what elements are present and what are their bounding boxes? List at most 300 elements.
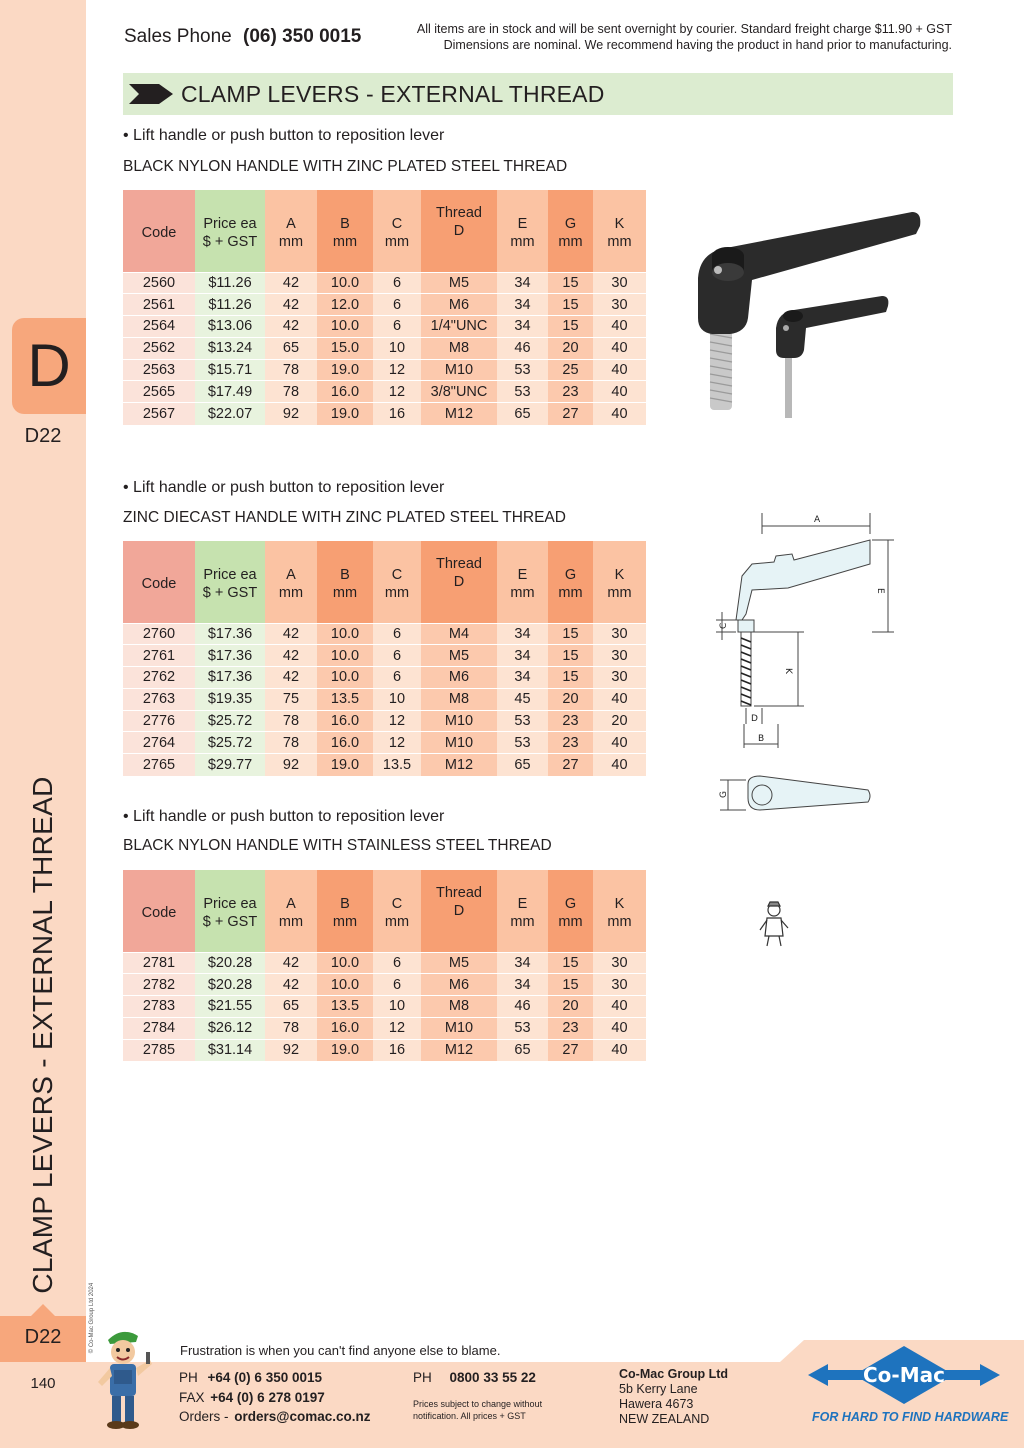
table-header-cell	[421, 870, 497, 952]
col-header-a: A	[286, 215, 296, 232]
col-header-c: C	[391, 895, 403, 912]
col-header-unit: mm	[332, 584, 358, 601]
table-cell-g: 15	[548, 974, 593, 996]
table-cell-price: $19.35	[195, 688, 265, 710]
fax-number[interactable]: +64 (0) 6 278 0197	[210, 1389, 325, 1405]
table-header-cell	[317, 190, 373, 272]
col-header-unit: mm	[332, 913, 358, 930]
table-cell-a: 65	[265, 337, 317, 359]
table-cell-a: 42	[265, 645, 317, 667]
table-cell-e: 34	[497, 974, 548, 996]
tagline: FOR HARD TO FIND HARDWARE	[812, 1410, 1009, 1424]
table-cell-price: $22.07	[195, 403, 265, 425]
col-header-unit: mm	[607, 913, 632, 930]
table-cell-k: 30	[593, 952, 646, 974]
col-header-unit: mm	[278, 233, 304, 250]
table-cell-price: $17.36	[195, 645, 265, 667]
table-cell-a: 42	[265, 952, 317, 974]
table-cell-k: 30	[593, 645, 646, 667]
table-cell-k: 40	[593, 337, 646, 359]
footer-address	[619, 1367, 728, 1427]
table-cell-d: M10	[421, 710, 497, 732]
header-note	[417, 21, 952, 53]
table-cell-code: 2762	[123, 667, 195, 689]
table-row	[123, 381, 646, 403]
table-header-cell	[548, 541, 593, 623]
table-cell-code: 2765	[123, 754, 195, 776]
section2-bullet: • Lift handle or push button to reposition lever	[123, 479, 445, 496]
footer-phone-line	[179, 1368, 371, 1388]
mascot-icon	[92, 1326, 158, 1430]
table-cell-g: 20	[548, 996, 593, 1018]
table-header-cell	[373, 870, 421, 952]
table-cell-code: 2567	[123, 403, 195, 425]
table-cell-e: 65	[497, 754, 548, 776]
table-cell-b: 10.0	[317, 272, 373, 294]
table-cell-k: 40	[593, 359, 646, 381]
table-cell-k: 20	[593, 710, 646, 732]
section3-bullet: • Lift handle or push button to reposition lever	[123, 808, 445, 825]
table-cell-code: 2785	[123, 1039, 195, 1061]
table-cell-d: M5	[421, 272, 497, 294]
table-header-cell	[195, 541, 265, 623]
col-header-unit: mm	[510, 584, 535, 601]
sales-phone	[124, 26, 361, 48]
fax-label: FAX	[179, 1389, 205, 1405]
col-header-price-unit: $ + GST	[202, 233, 258, 250]
table-cell-d: M6	[421, 667, 497, 689]
col-header-unit: mm	[510, 233, 535, 250]
section1-table	[123, 190, 646, 425]
table-cell-d: 1/4"UNC	[421, 316, 497, 338]
table-cell-k: 40	[593, 403, 646, 425]
col-header-k: K	[614, 895, 625, 912]
table-row	[123, 732, 646, 754]
col-header-b: B	[340, 566, 350, 583]
table-cell-d: M8	[421, 688, 497, 710]
table-cell-price: $15.71	[195, 359, 265, 381]
orders-label: Orders -	[179, 1409, 229, 1424]
copyright-notice: © Co-Mac Group Ltd 2024	[89, 1282, 95, 1354]
table-cell-d: M12	[421, 403, 497, 425]
table-cell-g: 27	[548, 1039, 593, 1061]
table-cell-c: 10	[373, 996, 421, 1018]
col-header-thread: Thread	[436, 556, 482, 572]
table-cell-e: 65	[497, 403, 548, 425]
table-cell-d: M10	[421, 1017, 497, 1039]
arrow-icon	[129, 84, 173, 104]
col-header-price: Price ea	[203, 215, 257, 232]
table-header-cell	[497, 870, 548, 952]
col-header-b: B	[340, 895, 350, 912]
table-cell-k: 30	[593, 294, 646, 316]
col-header-g: G	[564, 895, 577, 912]
col-header-unit: mm	[384, 913, 410, 930]
table-cell-code: 2561	[123, 294, 195, 316]
footer-orders-line	[179, 1407, 371, 1427]
table-cell-b: 10.0	[317, 316, 373, 338]
table-cell-a: 78	[265, 1017, 317, 1039]
table-cell-c: 10	[373, 337, 421, 359]
table-cell-d: M6	[421, 294, 497, 316]
table-cell-g: 15	[548, 667, 593, 689]
table-cell-e: 34	[497, 667, 548, 689]
table-cell-e: 34	[497, 645, 548, 667]
table-cell-code: 2776	[123, 710, 195, 732]
table-header-row	[123, 541, 646, 623]
table-cell-a: 78	[265, 359, 317, 381]
table-cell-a: 42	[265, 316, 317, 338]
table-cell-price: $26.12	[195, 1017, 265, 1039]
table-cell-code: 2563	[123, 359, 195, 381]
table-row	[123, 667, 646, 689]
table-cell-b: 15.0	[317, 337, 373, 359]
col-header-k: K	[614, 215, 625, 232]
table-cell-price: $21.55	[195, 996, 265, 1018]
footer-disclaimer	[413, 1399, 542, 1422]
table-cell-a: 92	[265, 754, 317, 776]
table-cell-g: 27	[548, 754, 593, 776]
dimension-diagram	[712, 508, 902, 818]
table-cell-b: 19.0	[317, 359, 373, 381]
table-cell-d: M5	[421, 645, 497, 667]
bottom-tab-notch	[31, 1304, 55, 1316]
col-header-a: A	[286, 566, 296, 583]
section3-table	[123, 870, 646, 1061]
table-cell-k: 30	[593, 272, 646, 294]
table-cell-b: 13.5	[317, 996, 373, 1018]
table-cell-k: 30	[593, 623, 646, 645]
table-cell-b: 12.0	[317, 294, 373, 316]
mascot-sketch-icon	[757, 900, 791, 950]
company-name: Co-Mac Group Ltd	[619, 1367, 729, 1381]
table-header-cell	[593, 541, 646, 623]
table-cell-c: 12	[373, 1017, 421, 1039]
table-row	[123, 337, 646, 359]
table-header-cell	[497, 541, 548, 623]
table-cell-g: 25	[548, 359, 593, 381]
table-cell-a: 92	[265, 403, 317, 425]
table-cell-k: 30	[593, 974, 646, 996]
col-header-e: E	[517, 895, 528, 912]
table-cell-c: 6	[373, 952, 421, 974]
diagram-label-k: K	[783, 668, 793, 674]
table-header-cell	[195, 870, 265, 952]
ph2-number[interactable]: 0800 33 55 22	[449, 1370, 536, 1385]
col-header-code: Code	[141, 904, 177, 921]
table-cell-a: 75	[265, 688, 317, 710]
table-cell-code: 2783	[123, 996, 195, 1018]
col-header-unit: mm	[607, 233, 632, 250]
col-header-g: G	[564, 215, 577, 232]
table-cell-e: 46	[497, 996, 548, 1018]
section3-subtitle: BLACK NYLON HANDLE WITH STAINLESS STEEL THREAD	[123, 837, 552, 854]
table-cell-e: 53	[497, 1017, 548, 1039]
diagram-label-b: B	[758, 734, 765, 744]
header-note-line2: Dimensions are nominal. We recommend having the product in hand prior to manufacturing.	[443, 38, 952, 52]
table-cell-b: 16.0	[317, 1017, 373, 1039]
table-cell-b: 16.0	[317, 381, 373, 403]
table-cell-price: $25.72	[195, 732, 265, 754]
diagram-label-g: G	[719, 791, 729, 798]
disclaimer-line1: Prices subject to change without	[413, 1399, 543, 1409]
table-cell-g: 15	[548, 623, 593, 645]
table-cell-c: 6	[373, 645, 421, 667]
table-cell-g: 15	[548, 294, 593, 316]
table-cell-e: 34	[497, 294, 548, 316]
table-cell-c: 13.5	[373, 754, 421, 776]
col-header-code: Code	[141, 575, 177, 592]
footer-contact	[179, 1368, 371, 1427]
table-cell-d: M10	[421, 732, 497, 754]
section-code-top: D22	[24, 425, 62, 447]
table-header-cell	[373, 541, 421, 623]
table-header-row	[123, 190, 646, 272]
table-cell-b: 16.0	[317, 710, 373, 732]
table-cell-a: 92	[265, 1039, 317, 1061]
table-cell-c: 12	[373, 381, 421, 403]
col-header-unit: mm	[384, 233, 410, 250]
table-header-cell	[421, 190, 497, 272]
sidebar-vertical-title: CLAMP LEVERS - EXTERNAL THREAD	[27, 776, 58, 1294]
table-cell-price: $29.77	[195, 754, 265, 776]
col-header-e: E	[517, 566, 528, 583]
table-cell-d: M4	[421, 623, 497, 645]
col-header-price-unit: $ + GST	[202, 913, 258, 930]
table-header-cell	[317, 870, 373, 952]
col-header-e: E	[517, 215, 528, 232]
clamp-lever-photo	[690, 200, 930, 430]
col-header-unit: mm	[558, 233, 583, 250]
table-cell-b: 10.0	[317, 645, 373, 667]
disclaimer-line2: notification. All prices + GST	[413, 1410, 526, 1421]
table-row	[123, 1017, 646, 1039]
col-header-d: D	[453, 223, 465, 239]
table-cell-c: 16	[373, 1039, 421, 1061]
table-header-cell	[123, 190, 195, 272]
table-cell-e: 53	[497, 381, 548, 403]
table-cell-code: 2564	[123, 316, 195, 338]
col-header-price: Price ea	[203, 895, 257, 912]
table-cell-code: 2784	[123, 1017, 195, 1039]
table-cell-c: 6	[373, 623, 421, 645]
table-cell-a: 42	[265, 272, 317, 294]
table-cell-d: M8	[421, 337, 497, 359]
table-cell-price: $17.49	[195, 381, 265, 403]
table-cell-d: M8	[421, 996, 497, 1018]
table-cell-code: 2781	[123, 952, 195, 974]
table-cell-a: 42	[265, 294, 317, 316]
table-cell-b: 13.5	[317, 688, 373, 710]
table-header-cell	[593, 870, 646, 952]
table-cell-price: $20.28	[195, 952, 265, 974]
table-cell-code: 2782	[123, 974, 195, 996]
table-header-cell	[548, 870, 593, 952]
table-cell-g: 23	[548, 710, 593, 732]
col-header-code: Code	[141, 224, 177, 241]
section-code-bottom: D22	[24, 1326, 62, 1348]
table-cell-c: 6	[373, 294, 421, 316]
table-cell-code: 2763	[123, 688, 195, 710]
table-cell-a: 42	[265, 974, 317, 996]
table-cell-g: 27	[548, 403, 593, 425]
table-cell-e: 53	[497, 359, 548, 381]
table-cell-e: 46	[497, 337, 548, 359]
orders-email-link[interactable]: orders@comac.co.nz	[234, 1409, 371, 1424]
table-header-cell	[373, 190, 421, 272]
col-header-b: B	[340, 215, 350, 232]
logo-text: Co-Mac	[863, 1363, 945, 1387]
table-cell-g: 23	[548, 381, 593, 403]
footer-fax-line	[179, 1388, 371, 1408]
diagram-label-e: E	[875, 588, 885, 594]
table-header-cell	[195, 190, 265, 272]
table-cell-g: 15	[548, 645, 593, 667]
table-cell-c: 12	[373, 732, 421, 754]
table-cell-a: 42	[265, 623, 317, 645]
table-row	[123, 645, 646, 667]
table-cell-c: 6	[373, 667, 421, 689]
section1-bullet: • Lift handle or push button to reposition lever	[123, 127, 445, 144]
table-cell-k: 40	[593, 381, 646, 403]
table-row	[123, 996, 646, 1018]
table-cell-a: 65	[265, 996, 317, 1018]
ph-number[interactable]: +64 (0) 6 350 0015	[207, 1370, 322, 1385]
table-cell-b: 19.0	[317, 403, 373, 425]
table-cell-c: 12	[373, 710, 421, 732]
table-cell-price: $17.36	[195, 623, 265, 645]
table-cell-c: 6	[373, 316, 421, 338]
table-cell-b: 16.0	[317, 732, 373, 754]
table-cell-d: M12	[421, 754, 497, 776]
table-cell-code: 2761	[123, 645, 195, 667]
table-row	[123, 316, 646, 338]
table-cell-price: $11.26	[195, 294, 265, 316]
table-cell-e: 34	[497, 272, 548, 294]
table-cell-code: 2560	[123, 272, 195, 294]
table-cell-e: 45	[497, 688, 548, 710]
table-header-cell	[123, 870, 195, 952]
header-note-line1: All items are in stock and will be sent overnight by courier. Standard freight charge $11.90 + GST	[416, 22, 952, 36]
col-header-c: C	[391, 566, 403, 583]
table-header-cell	[548, 190, 593, 272]
table-header-cell	[265, 870, 317, 952]
table-cell-b: 10.0	[317, 952, 373, 974]
table-header-cell	[265, 541, 317, 623]
table-row	[123, 710, 646, 732]
table-cell-price: $13.24	[195, 337, 265, 359]
col-header-g: G	[564, 566, 577, 583]
ph-label: PH	[179, 1370, 198, 1385]
table-header-cell	[265, 190, 317, 272]
table-cell-a: 78	[265, 710, 317, 732]
table-cell-a: 78	[265, 732, 317, 754]
table-cell-code: 2565	[123, 381, 195, 403]
col-header-thread: Thread	[436, 885, 482, 901]
table-cell-e: 53	[497, 732, 548, 754]
section2-subtitle: ZINC DIECAST HANDLE WITH ZINC PLATED STEEL THREAD	[123, 509, 566, 526]
table-cell-b: 19.0	[317, 754, 373, 776]
diagram-label-c: C	[719, 622, 729, 629]
table-cell-price: $25.72	[195, 710, 265, 732]
col-header-unit: mm	[278, 584, 304, 601]
table-cell-price: $31.14	[195, 1039, 265, 1061]
col-header-unit: mm	[332, 233, 358, 250]
table-row	[123, 952, 646, 974]
table-cell-k: 40	[593, 1039, 646, 1061]
col-header-d: D	[453, 574, 465, 590]
table-cell-k: 40	[593, 754, 646, 776]
col-header-unit: mm	[510, 913, 535, 930]
table-header-cell	[497, 190, 548, 272]
address-line2: Hawera 4673	[619, 1397, 694, 1411]
table-row	[123, 974, 646, 996]
table-cell-d: M5	[421, 952, 497, 974]
section-title-bar	[123, 73, 953, 115]
table-header-cell	[317, 541, 373, 623]
address-line1: 5b Kerry Lane	[619, 1382, 698, 1396]
table-cell-c: 10	[373, 688, 421, 710]
table-cell-code: 2764	[123, 732, 195, 754]
page-number: 140	[30, 1375, 56, 1392]
table-row	[123, 754, 646, 776]
ph2-label: PH	[413, 1370, 432, 1385]
table-cell-a: 42	[265, 667, 317, 689]
sales-phone-number[interactable]: (06) 350 0015	[243, 26, 362, 47]
table-cell-g: 20	[548, 337, 593, 359]
table-row	[123, 403, 646, 425]
table-cell-g: 23	[548, 1017, 593, 1039]
table-cell-c: 6	[373, 974, 421, 996]
address-line3: NEW ZEALAND	[619, 1412, 710, 1426]
table-cell-d: M12	[421, 1039, 497, 1061]
table-cell-g: 20	[548, 688, 593, 710]
table-cell-price: $20.28	[195, 974, 265, 996]
table-row	[123, 272, 646, 294]
table-cell-g: 15	[548, 952, 593, 974]
table-cell-price: $11.26	[195, 272, 265, 294]
table-row	[123, 359, 646, 381]
col-header-unit: mm	[384, 584, 410, 601]
table-cell-c: 12	[373, 359, 421, 381]
diagram-label-d: D	[751, 714, 758, 724]
table-row	[123, 688, 646, 710]
sales-phone-label: Sales Phone	[124, 26, 232, 47]
table-cell-g: 15	[548, 272, 593, 294]
table-header-cell	[421, 541, 497, 623]
col-header-price-unit: $ + GST	[202, 584, 258, 601]
table-cell-b: 10.0	[317, 974, 373, 996]
page-title: CLAMP LEVERS - EXTERNAL THREAD	[181, 81, 605, 107]
table-cell-c: 16	[373, 403, 421, 425]
col-header-c: C	[391, 215, 403, 232]
table-cell-k: 40	[593, 316, 646, 338]
table-cell-b: 19.0	[317, 1039, 373, 1061]
section2-table	[123, 541, 646, 776]
table-header-row	[123, 870, 646, 952]
table-cell-d: 3/8"UNC	[421, 381, 497, 403]
table-cell-k: 40	[593, 996, 646, 1018]
section1-subtitle: BLACK NYLON HANDLE WITH ZINC PLATED STEEL THREAD	[123, 158, 568, 175]
col-header-k: K	[614, 566, 625, 583]
table-cell-code: 2562	[123, 337, 195, 359]
table-cell-price: $17.36	[195, 667, 265, 689]
col-header-unit: mm	[558, 584, 583, 601]
table-cell-b: 10.0	[317, 623, 373, 645]
table-cell-e: 34	[497, 316, 548, 338]
table-row	[123, 294, 646, 316]
col-header-unit: mm	[278, 913, 304, 930]
